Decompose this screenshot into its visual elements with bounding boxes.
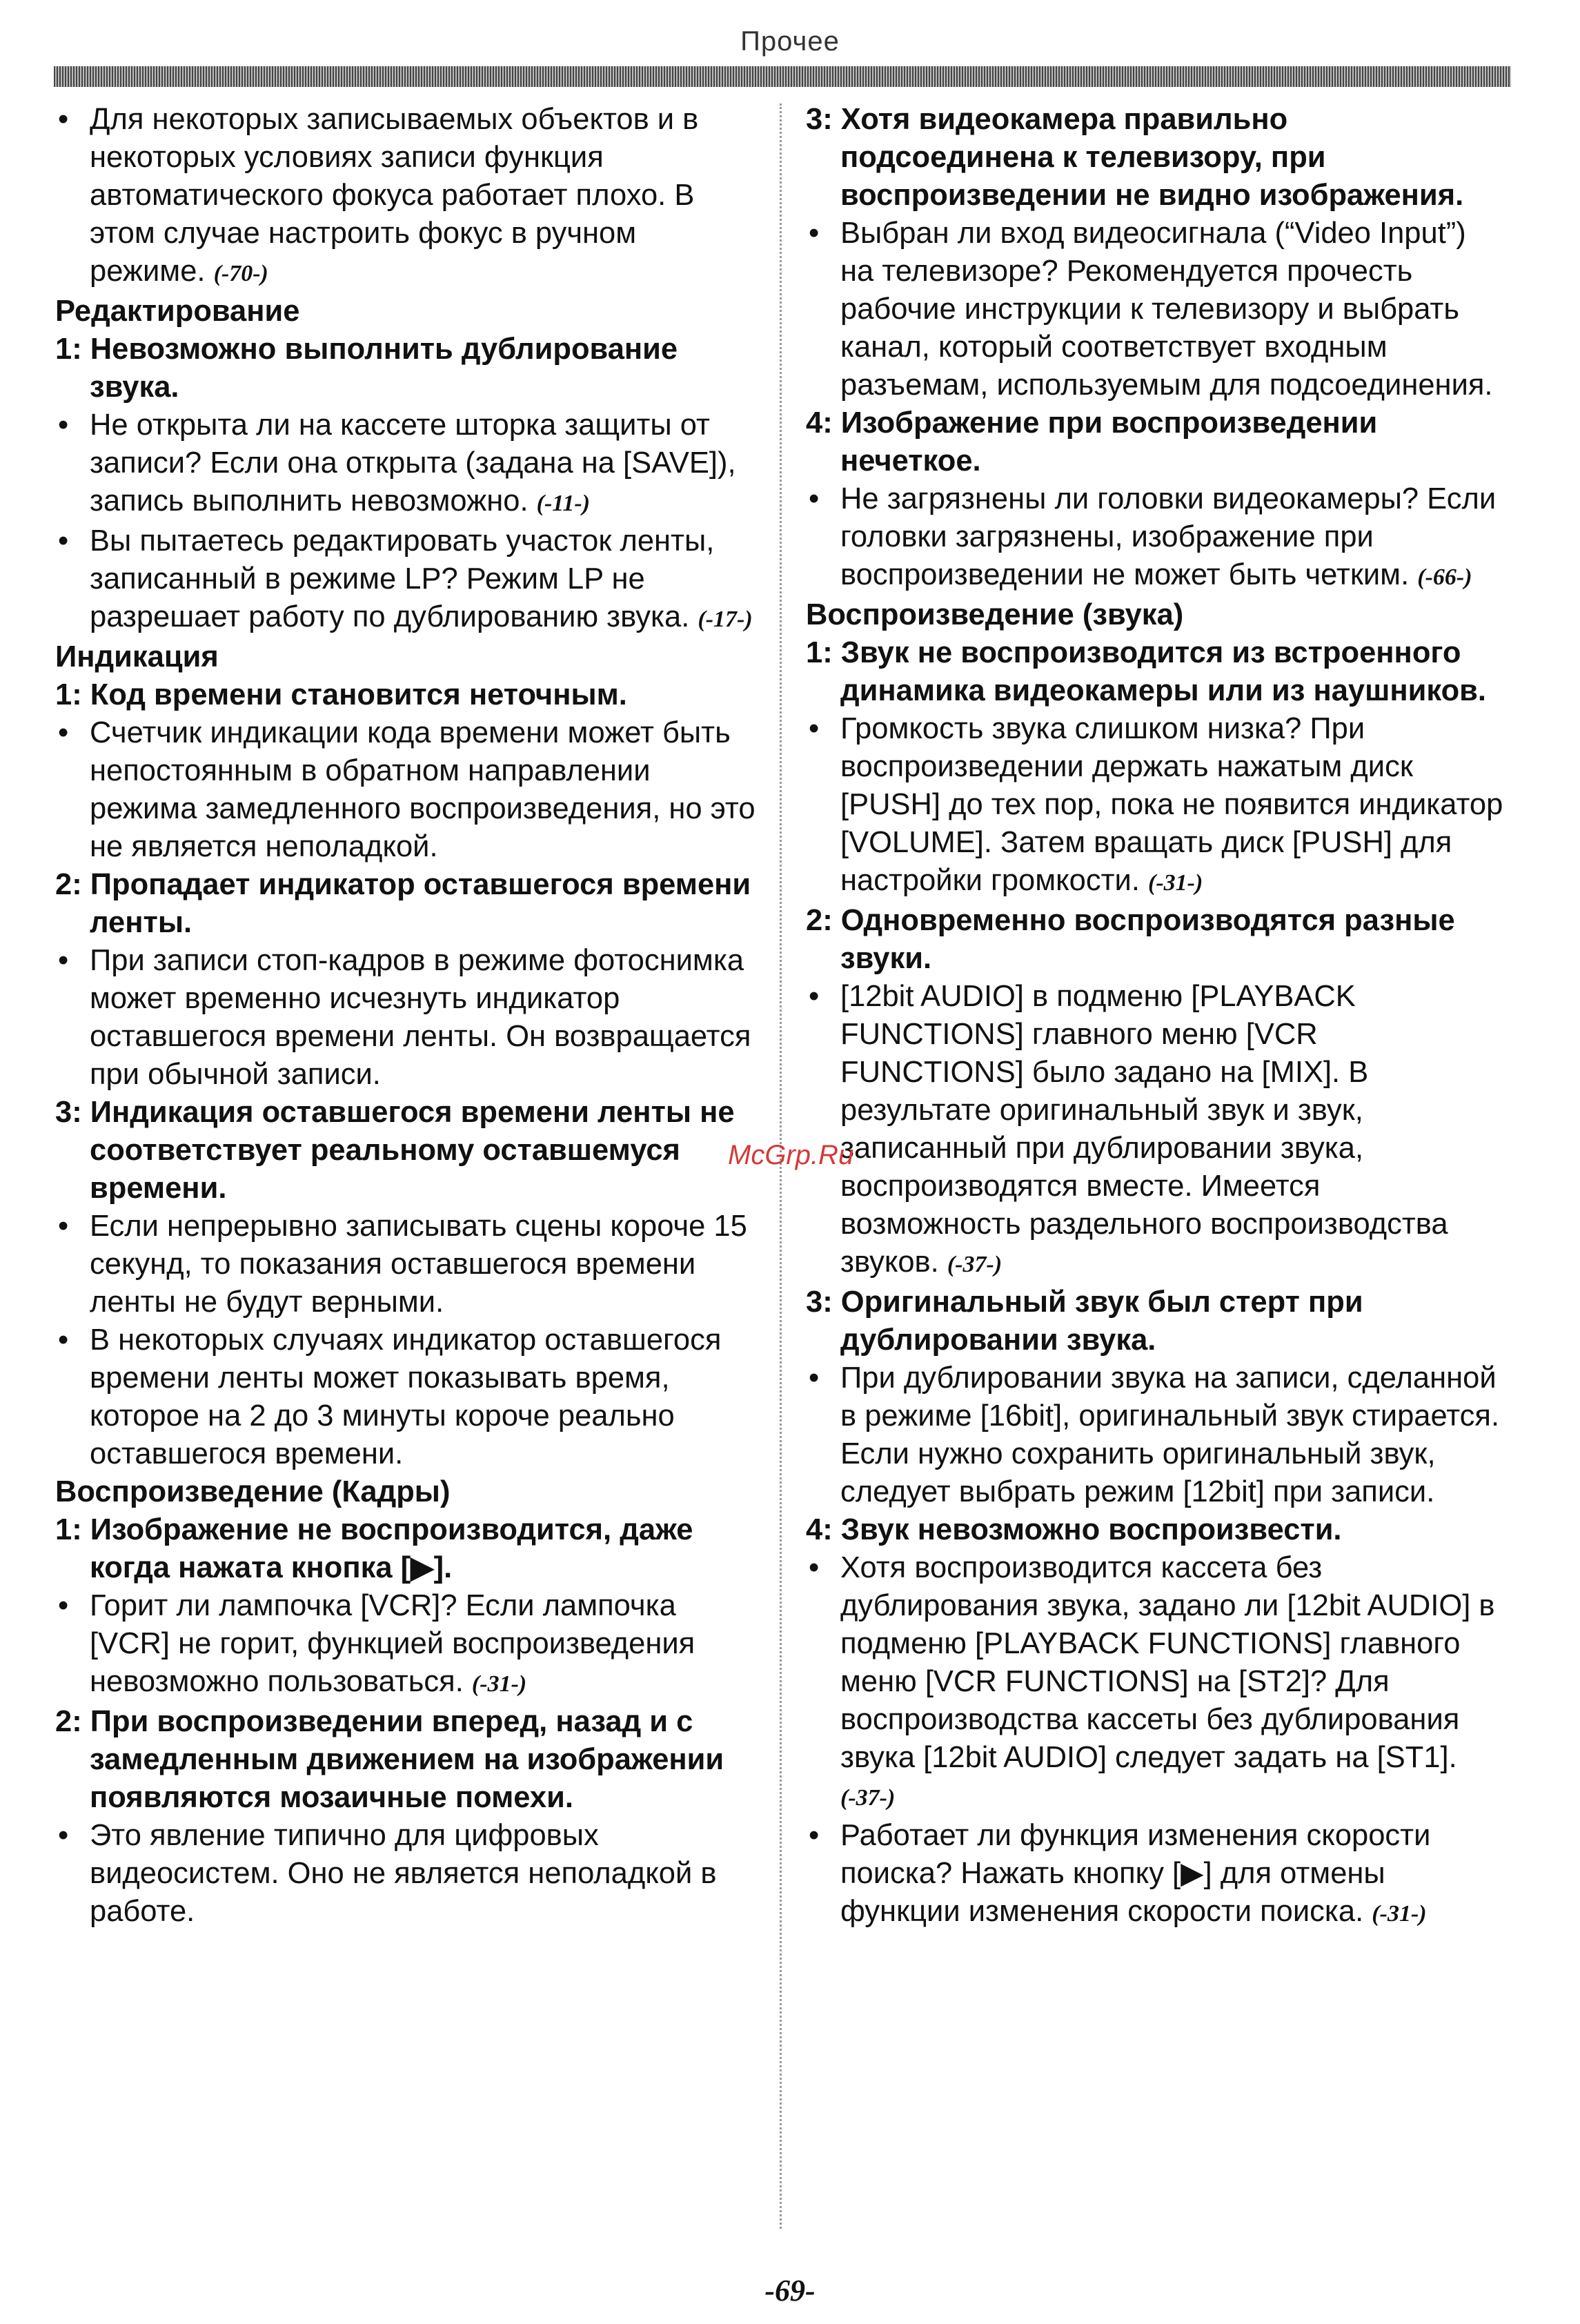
- page-reference: (-11-): [536, 491, 591, 516]
- bullet-text: Не открыта ли на кассете шторка защиты от записи? Если она открыта (задана на [SAVE]), запись выполнить невозможно.: [90, 408, 736, 518]
- page-reference: (-66-): [1417, 564, 1472, 590]
- page-reference: (-31-): [1372, 1901, 1427, 1927]
- page-reference: (-70-): [213, 261, 268, 286]
- right-column: [806, 101, 1506, 1933]
- bullet-item: [806, 710, 1506, 902]
- left-column: [55, 101, 756, 1931]
- problem-heading: 3: Индикация оставшегося времени ленты не соответствует реальному оставшемуся времени.: [55, 1096, 735, 1205]
- bullet-icon: •: [809, 217, 820, 250]
- bullet-text: При дублировании звука на записи, сделанной в режиме [16bit], оригинальный звук стирается. Если нужно сохранить оригинальный звук, следует выбрать режим [12bit] при записи.: [840, 1361, 1500, 1508]
- bullet-item: [806, 978, 1506, 1283]
- page-reference: (-31-): [1148, 870, 1203, 896]
- bullet-item: [806, 480, 1506, 596]
- bullet-text: Не загрязнены ли головки видеокамеры? Если головки загрязнены, изображение при воспроизведении не может быть четким.: [840, 482, 1497, 591]
- problem-heading: 1: Звук не воспроизводится из встроенного динамика видеокамеры или из наушников.: [806, 636, 1486, 707]
- problem-heading: 1: Невозможно выполнить дублирование звука.: [55, 333, 678, 404]
- bullet-text: Счетчик индикации кода времени может быть непостоянным в обратном направлении режима замедленного воспроизведения, но это не является неполадкой.: [90, 716, 756, 863]
- bullet-text: Выбран ли вход видеосигнала (“Video Input”) на телевизоре? Рекомендуется прочесть рабочие инструкции к телевизору и выбрать канал, который соответствует входным разъемам, используемым для подсоединения.: [840, 217, 1493, 402]
- bullet-icon: •: [809, 1361, 820, 1395]
- section-heading: Воспроизведение (звука): [806, 598, 1184, 631]
- bullet-icon: •: [58, 716, 69, 749]
- page-number: -69-: [764, 2274, 816, 2307]
- section-heading: Воспроизведение (Кадры): [55, 1475, 451, 1508]
- page-header-title: Прочее: [740, 26, 840, 57]
- problem-heading: 4: Звук невозможно воспроизвести.: [806, 1513, 1342, 1546]
- bullet-text: Вы пытаетесь редактировать участок ленты, записанный в режиме LP? Режим LP не разрешает работу по дублированию звука.: [90, 524, 715, 633]
- bullet-item: [806, 215, 1506, 404]
- bullet-icon: •: [809, 712, 820, 745]
- problem-heading: 4: Изображение при воспроизведении нечеткое.: [806, 406, 1378, 477]
- bullet-item: [806, 1549, 1506, 1817]
- bullet-icon: •: [58, 1819, 69, 1852]
- bullet-text: Если непрерывно записывать сцены короче 15 секунд, то показания оставшегося времени ленты не будут верными.: [90, 1210, 747, 1319]
- bullet-item: [55, 942, 756, 1094]
- bullet-item: [55, 1208, 756, 1321]
- section-heading: Индикация: [55, 640, 219, 673]
- page-reference: (-37-): [947, 1252, 1003, 1277]
- problem-heading: 3: Оригинальный звук был стерт при дублировании звука.: [806, 1286, 1363, 1357]
- bullet-item: [55, 1587, 756, 1703]
- bullet-icon: •: [58, 1323, 69, 1357]
- bullet-icon: •: [809, 482, 820, 515]
- bullet-item: [55, 522, 756, 638]
- bullet-item: [55, 1817, 756, 1931]
- bullet-text: В некоторых случаях индикатор оставшегося времени ленты может показывать время, которое на 2 до 3 минуты короче реально оставшегося времени.: [90, 1323, 722, 1470]
- bullet-item: [806, 1359, 1506, 1511]
- bullet-icon: •: [809, 980, 820, 1013]
- problem-heading: 3: Хотя видеокамера правильно подсоединена к телевизору, при воспроизведении не видно изображения.: [806, 103, 1464, 212]
- bullet-item: [55, 1321, 756, 1473]
- bullet-item: [55, 101, 756, 293]
- bullet-item: [55, 406, 756, 522]
- bullet-icon: •: [58, 1210, 69, 1243]
- problem-heading: 1: Код времени становится неточным.: [55, 678, 627, 711]
- problem-heading: 2: Пропадает индикатор оставшегося времени ленты.: [55, 868, 751, 939]
- bullet-icon: •: [58, 524, 69, 558]
- bullet-text: [12bit AUDIO] в подменю [PLAYBACK FUNCTIONS] главного меню [VCR FUNCTIONS] было задано на [MIX]. В результате оригинальный звук и звук, записанный при дублировании звука, воспроизводятся вместе. Имеется возможность раздельного воспроизводства звуков.: [840, 980, 1448, 1279]
- bullet-text: Хотя воспроизводится кассета без дублирования звука, задано ли [12bit AUDIO] в подменю [PLAYBACK FUNCTIONS] главного меню [VCR FUNCTIONS] на [ST2]? Для воспроизводства кассеты без дублирования звука [12bit AUDIO] следует задать на [ST1].: [840, 1551, 1495, 1774]
- bullet-icon: •: [58, 408, 69, 442]
- header-rule: [54, 66, 1511, 87]
- bullet-text: Для некоторых записываемых объектов и в некоторых условиях записи функция автоматического фокуса работает плохо. В этом случае настроить фокус в ручном режиме.: [90, 103, 699, 288]
- bullet-text: Это явление типично для цифровых видеосистем. Оно не является неполадкой в работе.: [90, 1819, 717, 1928]
- bullet-text: Горит ли лампочка [VCR]? Если лампочка [VCR] не горит, функцией воспроизведения невозможно пользоваться.: [90, 1589, 695, 1698]
- bullet-item: [806, 1817, 1506, 1933]
- bullet-text: При записи стоп-кадров в режиме фотоснимка может временно исчезнуть индикатор оставшегося времени ленты. Он возвращается при обычной записи.: [90, 944, 751, 1091]
- page-reference: (-37-): [840, 1785, 896, 1811]
- bullet-item: [55, 714, 756, 866]
- bullet-text: Громкость звука слишком низка? При воспроизведении держать нажатым диск [PUSH] до тех пор, пока не появится индикатор [VOLUME]. Затем вращать диск [PUSH] для настройки громкости.: [840, 712, 1503, 897]
- bullet-text: Работает ли функция изменения скорости поиска? Нажать кнопку [▶] для отмены функции изменения скорости поиска.: [840, 1819, 1431, 1928]
- bullet-icon: •: [809, 1819, 820, 1852]
- page-reference: (-17-): [698, 607, 753, 632]
- bullet-icon: •: [58, 1589, 69, 1622]
- problem-heading: 2: Одновременно воспроизводятся разные звуки.: [806, 904, 1455, 975]
- bullet-icon: •: [58, 944, 69, 977]
- watermark: McGrp.Ru: [728, 1140, 854, 1170]
- bullet-icon: •: [58, 103, 69, 136]
- problem-heading: 1: Изображение не воспроизводится, даже когда нажата кнопка [▶].: [55, 1513, 693, 1584]
- problem-heading: 2: При воспроизведении вперед, назад и с замедленным движением на изображении появляются мозаичные помехи.: [55, 1705, 724, 1814]
- page-reference: (-31-): [471, 1671, 527, 1697]
- bullet-icon: •: [809, 1551, 820, 1584]
- section-heading: Редактирование: [55, 295, 300, 328]
